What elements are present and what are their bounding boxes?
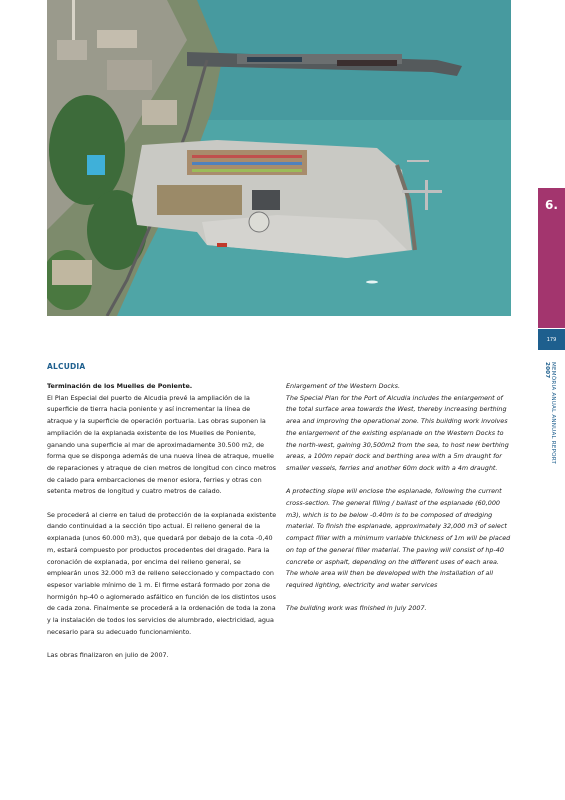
english-heading: Enlargement of the Western Docks. (286, 382, 400, 390)
running-title-prefix: MEMÒRIA ANUAL ANNUAL REPORT (550, 362, 556, 465)
page-number: 179 (546, 336, 557, 343)
running-title (544, 362, 558, 512)
spanish-paragraph: Se procederá al cierre en talud de protección de la explanada existente dando continuidad a la sección tipo actual. El relleno general de la explanada (unos 60.000 m3), que quedará por debajo de la cota -0,40 m, estará compuesto por productos procedentes del dragado. Para la coronación de explanada, por encima del relleno general, se emplearán unos 32.000 m3 de relleno seleccionado y compactado con espesor variable mínimo de 1 m. El firme estará formado por zona de hormigón hp-40 o aglomerado asfáltico en función de los distintos usos de cada zona. Finalmente se procederá a la ordenación de toda la zona y la instalación de todos los servicios de alumbrado, electricidad, agua necesario para su adecuado funcionamiento. (47, 510, 277, 636)
english-paragraph: A protecting slope will enclose the esplanade, following the current cross-section. The general filling / ballast of the esplanade (60,000 m3), which is to be below -0.40m is to be composed of dredging material. To finish the esplanade, approximately 32,000 m3 of select compact filler with a minimum variable thickness of 1m will be placed on top of the general filler material. The paving will consist of hp-40 concrete or asphalt, depending on the different uses of each area. The whole area will then be developed with the installation of all required lighting, electricity and water services (286, 487, 511, 589)
section-title: ALCUDIA (47, 362, 86, 371)
running-title-year: 2007 (544, 362, 550, 379)
spanish-paragraph: Las obras finalizaron en julio de 2007. (47, 651, 169, 660)
page-number-box (538, 329, 565, 350)
chapter-tab (538, 188, 565, 328)
chapter-number: 6. (545, 198, 558, 212)
spanish-column (47, 381, 277, 674)
spanish-paragraph: El Plan Especial del puerto de Alcudia prevé la ampliación de la superficie de tierra hacia poniente y así incrementar la línea de atraque y la superficie de operación portuaria. Las obras suponen la ampliación de la explanada existente de los Muelles de Poniente, ganando una superficie al mar de aproximadamente 30.500 m2, de forma que se disponga además de una nueva línea de atraque, muelle de reparaciones y atraque de cien metros de longitud con cinco metros de calado para embarcaciones de menor eslora, ferries y otras con setenta metros de longitud y cuatro metros de calado. (47, 393, 277, 496)
spanish-heading: Terminación de los Muelles de Poniente. (47, 382, 193, 390)
english-paragraph: The building work was finished in July 2007. (286, 604, 427, 613)
english-column (286, 381, 512, 627)
aerial-port-photo (47, 0, 511, 316)
english-paragraph: The Special Plan for the Port of Alcudia includes the enlargement of the total surface area towards the West, thereby increasing berthing area and improving the operational zone. This building work involves the enlargement of the existing esplanade on the Western Docks to the north-west, gaining 30,500m2 from the sea, to host new berthing areas, a 100m repair dock and berthing area with a 5m draught for smaller vessels, ferries and another 60m dock with a 4m draught. (286, 393, 509, 472)
